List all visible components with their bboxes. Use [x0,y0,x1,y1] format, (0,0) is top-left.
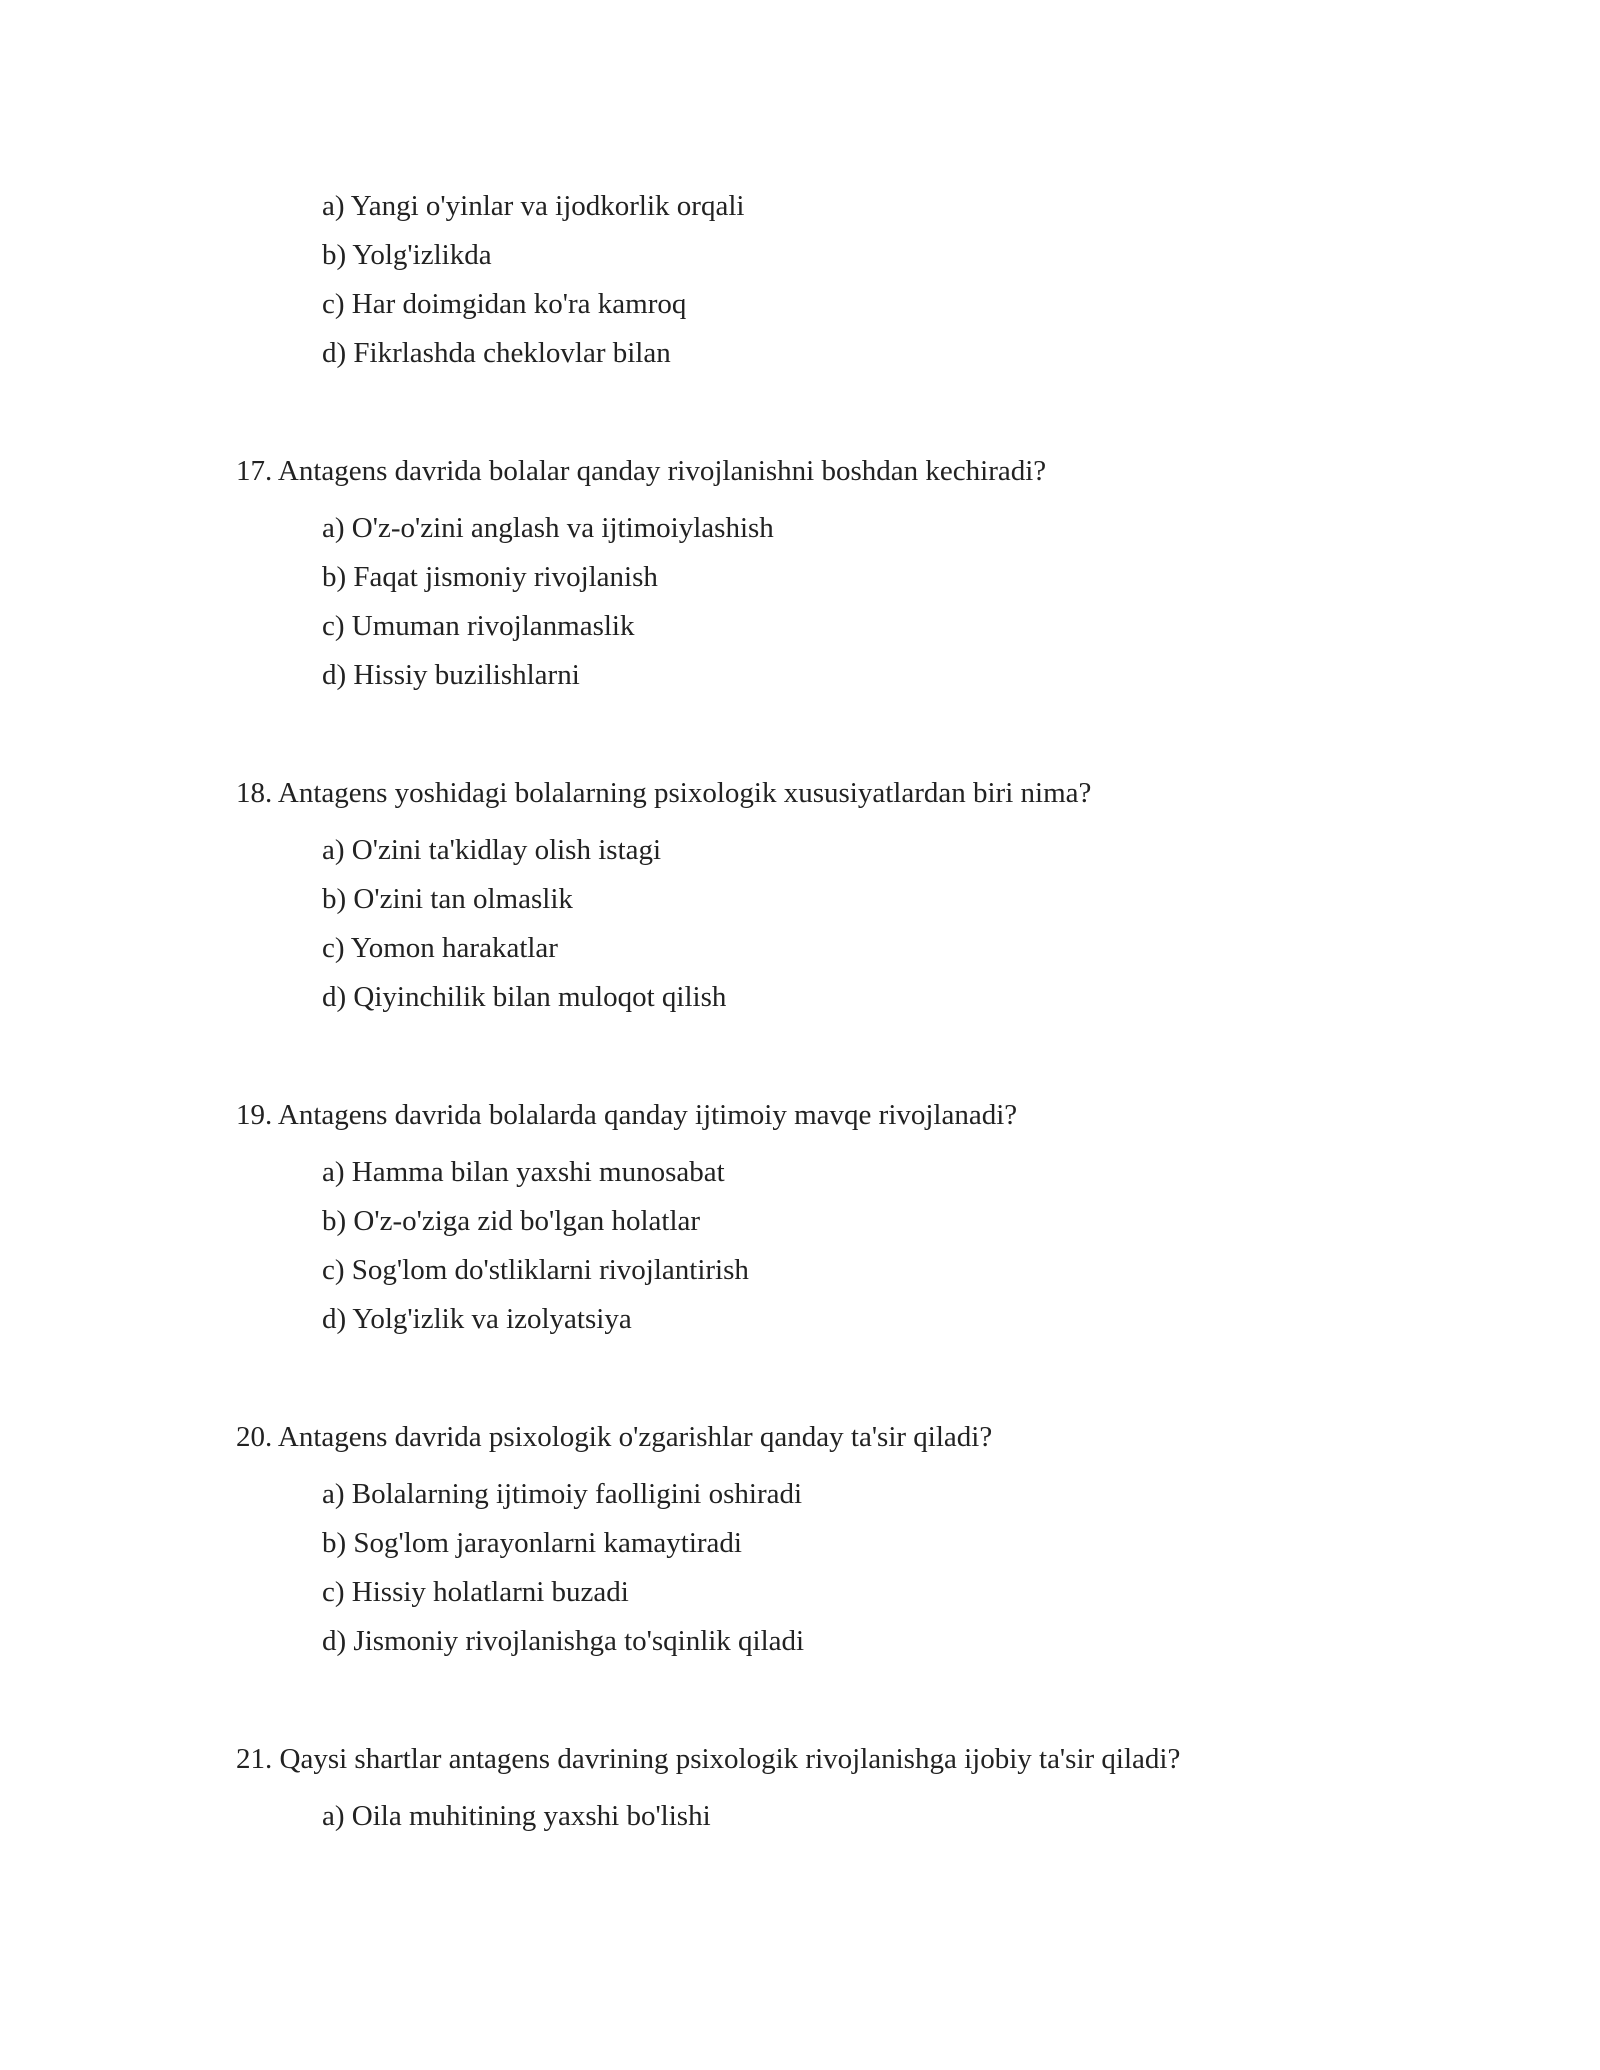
question-19: 19. Antagens davrida bolalarda qanday ijtimoiy mavqe rivojlanadi? [236,1099,1018,1131]
question-19-option-c: c) Sog'lom do'stliklarni rivojlantirish [322,1254,749,1286]
question-17-option-c: c) Umuman rivojlanmaslik [322,610,635,642]
continued-option-a: a) Yangi o'yinlar va ijodkorlik orqali [322,190,745,222]
question-20: 20. Antagens davrida psixologik o'zgarishlar qanday ta'sir qiladi? [236,1421,993,1453]
question-20-option-d: d) Jismoniy rivojlanishga to'sqinlik qiladi [322,1625,805,1657]
question-18: 18. Antagens yoshidagi bolalarning psixologik xususiyatlardan biri nima? [236,777,1092,809]
continued-option-b: b) Yolg'izlikda [322,239,492,271]
question-17-option-a: a) O'z-o'zini anglash va ijtimoiylashish [322,512,774,544]
continued-option-d: d) Fikrlashda cheklovlar bilan [322,337,671,369]
question-19-option-b: b) O'z-o'ziga zid bo'lgan holatlar [322,1205,701,1237]
question-18-option-b: b) O'zini tan olmaslik [322,883,573,915]
question-20-option-c: c) Hissiy holatlarni buzadi [322,1576,629,1608]
question-18-option-a: a) O'zini ta'kidlay olish istagi [322,834,662,866]
question-20-option-a: a) Bolalarning ijtimoiy faolligini oshiradi [322,1478,803,1510]
question-19-option-a: a) Hamma bilan yaxshi munosabat [322,1156,725,1188]
question-19-option-d: d) Yolg'izlik va izolyatsiya [322,1303,632,1335]
question-21-option-a: a) Oila muhitining yaxshi bo'lishi [322,1800,711,1832]
question-21: 21. Qaysi shartlar antagens davrining psixologik rivojlanishga ijobiy ta'sir qiladi? [236,1743,1181,1775]
question-17: 17. Antagens davrida bolalar qanday rivojlanishni boshdan kechiradi? [236,455,1047,487]
question-18-option-c: c) Yomon harakatlar [322,932,558,964]
question-20-option-b: b) Sog'lom jarayonlarni kamaytiradi [322,1527,742,1559]
continued-option-c: c) Har doimgidan ko'ra kamroq [322,288,687,320]
question-17-option-b: b) Faqat jismoniy rivojlanish [322,561,658,593]
question-17-option-d: d) Hissiy buzilishlarni [322,659,580,691]
question-18-option-d: d) Qiyinchilik bilan muloqot qilish [322,981,727,1013]
